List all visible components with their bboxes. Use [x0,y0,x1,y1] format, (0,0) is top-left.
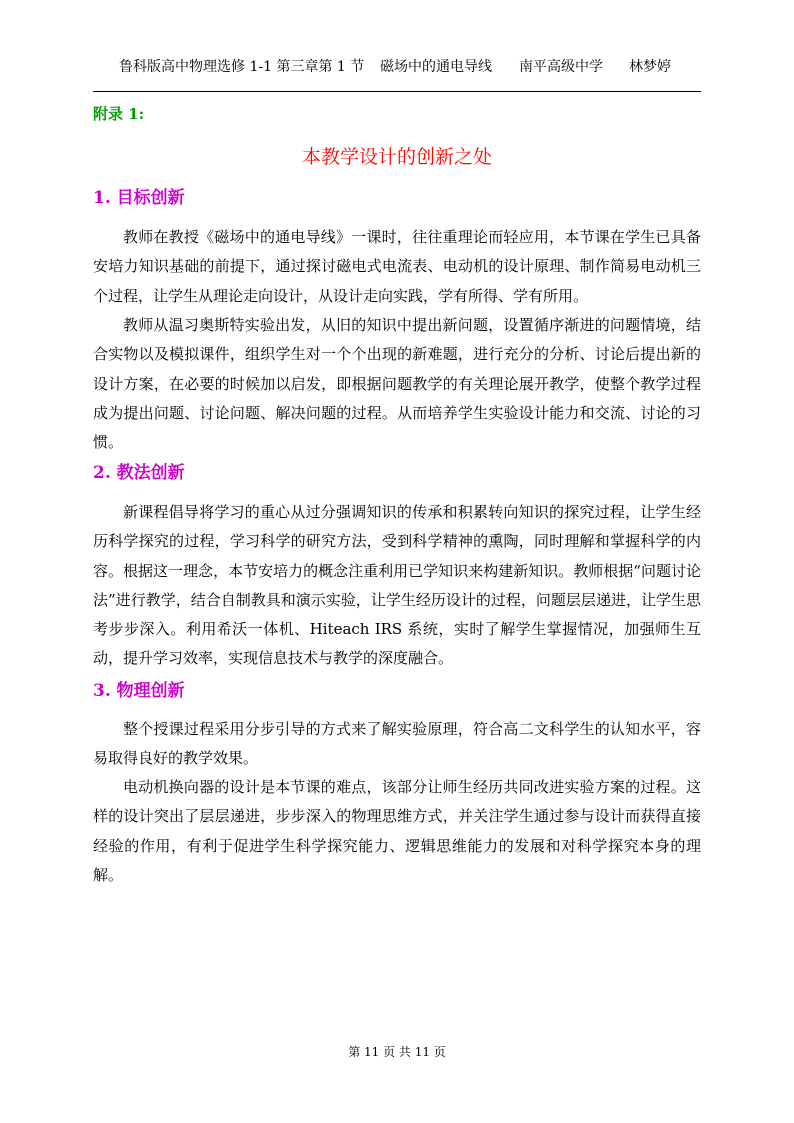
paragraph: 新课程倡导将学习的重心从过分强调知识的传承和积累转向知识的探究过程，让学生经历科学探究的过程，学习科学的研究方法，受到科学精神的熏陶，同时理解和掌握科学的内容。根据这一理念，本节安培力的概念注重利用已学知识来构建新知识。教师根据“问题讨论法”进行教学，结合自制教具和演示实验，让学生经历设计的过程，问题层层递进，让学生思考步步深入。利用希沃一体机、Hiteach IRS 系统，实时了解学生掌握情况，加强师生互动，提升学习效率，实现信息技术与教学的深度融合。 [93,503,701,668]
appendix-label: 附录 1: [93,105,145,123]
section-heading-method: 2. 教法创新 [93,463,185,483]
header-school: 南平高级中学 [519,59,603,75]
paragraph: 整个授课过程采用分步引导的方式来了解实验原理，符合高二文科学生的认知水平，容易取得良好的教学效果。 [93,720,701,768]
paragraph: 教师在教授《磁场中的通电导线》一课时，往往重理论而轻应用，本节课在学生已具备安培力知识基础的前提下，通过探讨磁电式电流表、电动机的设计原理、制作简易电动机三个过程，让学生从理论走向设计，从设计走向实践，学有所得、学有所用。 [93,228,701,305]
page-footer: 第 11 页 共 11 页 [348,1045,446,1059]
paragraph: 电动机换向器的设计是本节课的难点，该部分让师生经历共同改进实验方案的过程。这样的设计突出了层层递进，步步深入的物理思维方式，并关注学生通过参与设计而获得直接经验的作用，有利于促进学生科学探究能力、逻辑思维能力的发展和对科学探究本身的理解。 [93,778,701,884]
paragraph: 教师从温习奥斯特实验出发，从旧的知识中提出新问题，设置循序渐进的问题情境，结合实物以及模拟课件，组织学生对一个个出现的新难题，进行充分的分析、讨论后提出新的设计方案，在必要的时候加以启发，即根据问题教学的有关理论展开教学，使整个教学过程成为提出问题、讨论问题、解决问题的过程。从而培养学生实验设计能力和交流、讨论的习惯。 [93,316,701,452]
header-author: 林梦婷 [629,59,671,75]
header-divider [93,91,701,92]
section-heading-goal: 1. 目标创新 [93,188,185,208]
header-topic: 磁场中的通电导线 [380,59,492,75]
section-heading-physics: 3. 物理创新 [93,681,185,701]
page-title: 本教学设计的创新之处 [301,146,492,168]
page-header [93,56,701,78]
header-course: 鲁科版高中物理选修 1-1 第三章第 1 节 [119,59,365,75]
